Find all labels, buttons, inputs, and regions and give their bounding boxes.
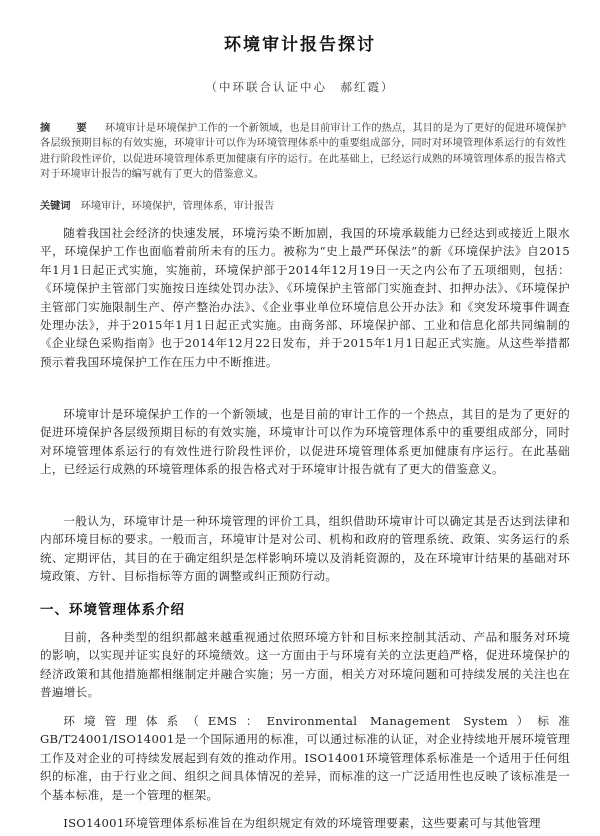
author-line: （中环联合认证中心 郝红霞） bbox=[205, 80, 395, 94]
body-paragraph-1: 随着我国社会经济的快速发展，环境污染不断加剧，我国的环境承载能力已经达到或接近上限水平，环境保护工作也面临着前所未有的压力。被称为“史上最严环保法”的新《环境保护法》自2015年1月1日起正式实施，实施前，环境保护部于2014年12月19日一天之内公布了五项细则，包括：《环境保护主管部门实施按日连续处罚办法》、《环境保护主管部门实施查封、扣押办法》、《环境保护主管部门实施限制生产、停产整治办法》、《企业事业单位环境信息公开办法》和《突发环境事件调查处理办法》，并于2015年1月1日起正式实施。由商务部、环境保护部、工业和信息化部共同编制的《企业绿色采购指南》也于2014年12月22日发布，并于2015年1月1日起正式实施。从这些举措都预示着我国环境保护工作在压力中不断推进。 bbox=[40, 226, 570, 369]
body-paragraph-2: 环境审计是环境保护工作的一个新领域，也是目前的审计工作的一个热点，其目的是为了更好的促进环境保护各层级预期目标的有效实施，环境审计可以作为环境管理体系中的重要组成部分，同时对环境管理体系运行的有效性进行阶段性评价，以促进环境管理体系更加健康有序运行。在此基础上，已经运行成熟的环境管理体系的报告格式对于环境审计报告就有了更大的借鉴意义。 bbox=[40, 407, 570, 477]
abstract-label: 摘 要 bbox=[40, 123, 95, 134]
keywords bbox=[40, 199, 566, 214]
abstract bbox=[40, 121, 566, 183]
body-paragraph-6: ISO14001环境管理体系标准旨在为组织规定有效的环境管理要素，这些要素可与其他管理 bbox=[63, 816, 541, 830]
keywords-text: 环境审计，环境保护，管理体系，审计报告 bbox=[80, 201, 275, 212]
body-paragraph-5: 环境管理体系（EMS：Environmental Management System）标准GB/T24001/ISO14001是一个国际通用的标准，可以通过标准的认证，对企业持续地开展环境管理工作及对企业的可持续发展起到有效的推动作用。ISO14001环境管理体系标准是一个适用于任何组织的标准，由于行业之间、组织之间具体情况的差异，而标准的这一广泛适用性也反映了该标准是一个基本标准，是一个管理的框架。 bbox=[40, 714, 570, 802]
body-paragraph-3: 一般认为，环境审计是一种环境管理的评价工具，组织借助环境审计可以确定其是否达到法律和内部环境目标的要求。一般而言，环境审计是对公司、机构和政府的管理系统、政策、实务运行的系统、定期评估，其目的在于确定组织是怎样影响环境以及消耗资源的，及在环境审计结果的基础对环境政策、方针、目标指标等方面的调整或纠正预防行动。 bbox=[40, 514, 570, 584]
section-heading: 一、环境管理体系介绍 bbox=[40, 602, 185, 618]
article-title: 环境审计报告探讨 bbox=[224, 35, 376, 55]
body-paragraph-4: 目前，各种类型的组织都越来越重视通过依照环境方针和目标来控制其活动、产品和服务对环境的影响，以实现并证实良好的环境绩效。这一方面由于与环境有关的立法更趋严格，促进环境保护的经济政策和其他措施都相继制定并融合实施；另一方面，相关方对环境问题和可持续发展的关注也在普遍增长。 bbox=[40, 630, 570, 700]
keywords-label: 关键词 bbox=[40, 201, 71, 212]
abstract-text: 环境审计是环境保护工作的一个新领域，也是目前审计工作的热点，其目的是为了更好的促进环境保护各层级预期目标的有效实施，环境审计可以作为环境管理体系中的重要组成部分，同时对环境管理体系运行的有效性进行阶段性评价，以促进环境管理体系更加健康有序的运行。在此基础上，已经运行成熟的环境管理体系的报告格式对于环境审计报告的编写就有了更大的借鉴意义。 bbox=[40, 123, 567, 181]
